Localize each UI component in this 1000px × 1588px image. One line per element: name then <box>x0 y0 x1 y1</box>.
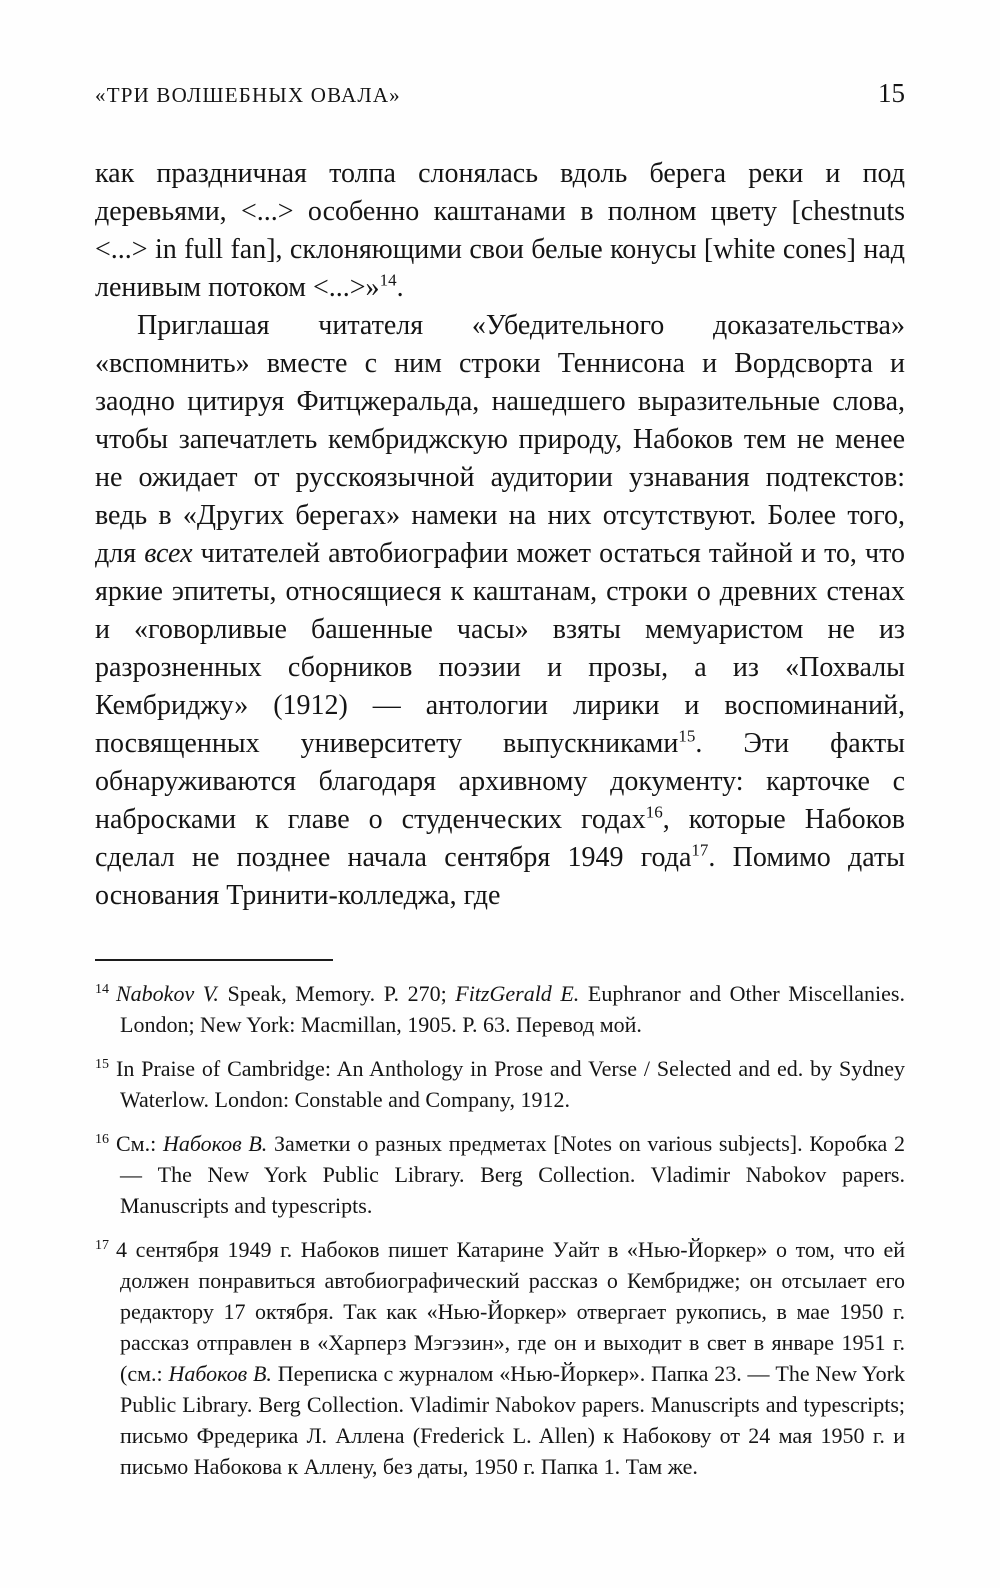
text-run: 4 сентября 1949 г. Набоков пишет Катарине Уайт в «Нью-Йоркер» о том, что ей должен понравиться автобиографический рассказ о Кембридже; он отсылает его редактору 17 октября. Так как «Нью-Йоркер» отвергает рукопись, в мае 1950 г. рассказ отправлен в «Харперз Мэгэзин», где он и выходит в свет в январе 1951 г. (см.: <box>116 1237 905 1386</box>
running-header <box>95 78 905 109</box>
footnote-item <box>95 1234 905 1482</box>
text-run: как праздничная толпа слонялась вдоль берега реки и под деревьями, <...> особенно каштанами в полном цвету [chestnuts <...> in full fan], склоняющими свои белые конусы [white cones] над ленивым потоком <...>» <box>95 158 905 303</box>
footnote-marker: 14 <box>95 981 109 997</box>
text-run: Переписка с журналом «Нью-Йоркер». Папка 23. — The New York Public Library. Berg Collection. Vladimir Nabokov papers. Manuscripts and typescripts; письмо Фредерика Л. Аллена (Frederick L. Allen) к Набокову от 24 мая 1950 г. и письмо Набокова к Аллену, без даты, 1950 г. Папка 1. Там же. <box>120 1361 906 1479</box>
footnote-ref: 17 <box>691 840 709 860</box>
text-run: In Praise of Cambridge: An Anthology in Prose and Verse / Selected and ed. by Sydney Waterlow. London: Constable and Company, 1912. <box>116 1056 905 1112</box>
footnote-ref: 16 <box>645 802 663 822</box>
text-run: Набоков В. <box>162 1131 268 1156</box>
text-run: Euphranor and Other Miscellanies. London; New York: Macmillan, 1905. P. 63. Перевод мой. <box>120 981 905 1037</box>
text-run: Набоков В. <box>168 1361 272 1386</box>
footnote-marker: 17 <box>95 1237 109 1253</box>
running-title: «ТРИ ВОЛШЕБНЫХ ОВАЛА» <box>95 83 401 107</box>
footnote-item <box>95 978 905 1040</box>
footnotes-list <box>95 978 905 1482</box>
text-run: всех <box>144 538 193 569</box>
footnote-item <box>95 1128 905 1221</box>
text-run: . Помимо даты основания Тринити-колледжа, где <box>95 842 905 911</box>
text-run: , которые Набоков сделал не позднее начала сентября 1949 года <box>95 804 906 873</box>
footnote-divider <box>95 959 333 961</box>
footnote-item <box>95 1053 905 1115</box>
text-run: Speak, Memory. P. 270; <box>218 981 456 1006</box>
text-run: Приглашая читателя «Убедительного доказательства» «вспомнить» вместе с ним строки Теннисона и Вордсворта и заодно цитируя Фитцжеральда, нашедшего выразительные слова, чтобы запечатлеть кембриджскую природу, Набоков тем не менее не ожидает от русскоязычной аудитории узнавания подтекстов: ведь в «Других берегах» намеки на них отсутствуют. Более того, для <box>95 310 905 569</box>
text-run: FitzGerald E. <box>455 981 580 1006</box>
paragraph <box>95 307 905 915</box>
body-text <box>95 155 905 915</box>
text-run: Заметки о разных предметах [Notes on various subjects]. Коробка 2 — The New York Public Library. Berg Collection. Vladimir Nabokov papers. Manuscripts and typescripts. <box>120 1131 905 1218</box>
text-run: . <box>396 272 404 303</box>
footnote-ref: 14 <box>379 270 397 290</box>
paragraph <box>95 155 905 307</box>
footnote-marker: 15 <box>95 1056 109 1072</box>
text-run: См.: <box>116 1131 163 1156</box>
text-run: Nabokov V. <box>116 981 219 1006</box>
text-run: читателей автобиографии может остаться тайной и то, что яркие эпитеты, относящиеся к каштанам, строки о древних стенах и «говорливые башенные часы» взяты мемуаристом не из разрозненных сборников поэзии и прозы, а из «Похвалы Кембриджу» (1912) — антологии лирики и воспоминаний, посвященных университету выпускниками <box>95 538 905 759</box>
page-number: 15 <box>878 78 905 108</box>
footnote-ref: 15 <box>678 726 696 746</box>
text-run: . Эти факты обнаруживаются благодаря архивному документу: карточке с набросками к главе о студенческих годах <box>95 728 905 835</box>
footnote-marker: 16 <box>95 1131 109 1147</box>
